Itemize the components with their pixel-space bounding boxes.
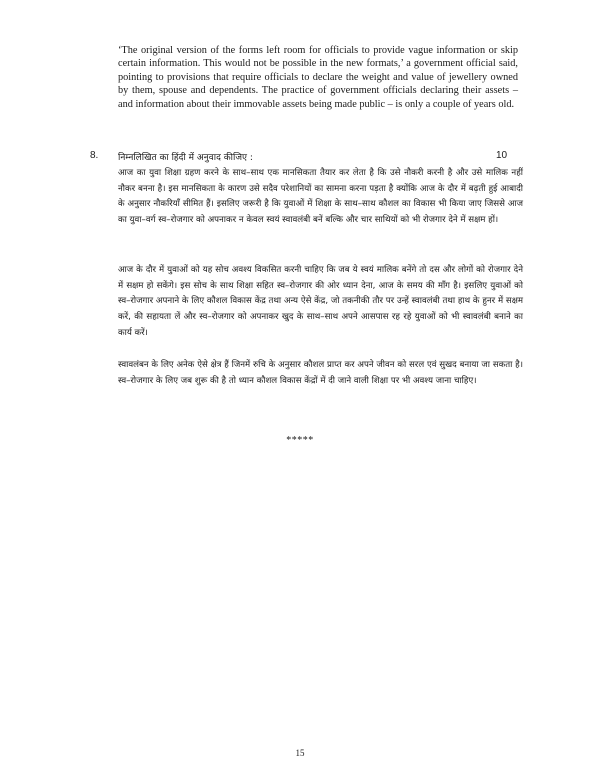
hindi-paragraph-1: आज का युवा शिक्षा ग्रहण करने के साथ–साथ एक मानसिकता तैयार कर लेता है कि उसे नौकरी करनी है और उसे मालिक नहीं नौकर बनना है। इस मानसिकता के कारण उसे सदैव परेशानियों का सामना करना पड़ता है क्योंकि आज के दौर में बढ़ती हुई आबादी के अनुसार नौकरियाँ सीमित हैं। इसलिए जरूरी है कि युवाओं में शिक्षा के साथ–साथ कौशल का विकास भी किया जाए जिससे आज का युवा–वर्ग स्व–रोजगार को अपनाकर न केवल स्वयं स्वावलंबी बनें बल्कि और चार साथियों को भी रोजगार देने में सक्षम हों।	[118, 168, 523, 226]
question-marks: 10	[496, 150, 508, 161]
english-passage: ‘The original version of the forms left room for officials to provide vague information or skip certain information. This would not be possible in the new formats,’ a government official said, pointing to provisions that require officials to declare the weight and value of jewellery owned by them, spouse and dependents. The practice of government officials declaring their assets – and information about their immovable assets being made public – is only a couple of years old.	[118, 45, 518, 110]
question-instruction: निम्नलिखित का हिंदी में अनुवाद कीजिए :	[118, 153, 253, 163]
question-number: 8.	[90, 150, 99, 161]
end-marker: *****	[286, 435, 314, 446]
hindi-paragraph-3: स्वावलंबन के लिए अनेक ऐसे क्षेत्र हैं जिनमें रुचि के अनुसार कौशल प्राप्त कर अपने जीवन को सरल एवं सुखद बनाया जा सकता है। स्व–रोजगार के लिए जब शुरू की है तो ध्यान कौशल विकास केंद्रों में दी जाने वाली शिक्षा पर भी अवश्य जाना चाहिए।	[118, 360, 523, 386]
hindi-paragraph-2: आज के दौर में युवाओं को यह सोच अवश्य विकसित करनी चाहिए कि जब ये स्वयं मालिक बनेंगे तो दस और लोगों को रोजगार देने में सक्षम हो सकेंगे। इस सोच के साथ शिक्षा सहित स्व–रोजगार की ओर ध्यान देना, आज के समय की माँग है। इसलिए युवाओं को स्व–रोजगार अपनाने के लिए कौशल विकास केंद्र तथा अन्य ऐसे केंद्र, जो तकनीकी तौर पर उन्हें स्वावलंबी तथा हाथ के हुनर में सक्षम करें, की सहायता लें और स्व–रोजगार को अपनाकर खुद के साथ–साथ अपने आसपास रह रहे युवाओं को भी स्वावलंबी बनाने का कार्य करें।	[118, 265, 523, 338]
page-number: 15	[295, 748, 305, 758]
